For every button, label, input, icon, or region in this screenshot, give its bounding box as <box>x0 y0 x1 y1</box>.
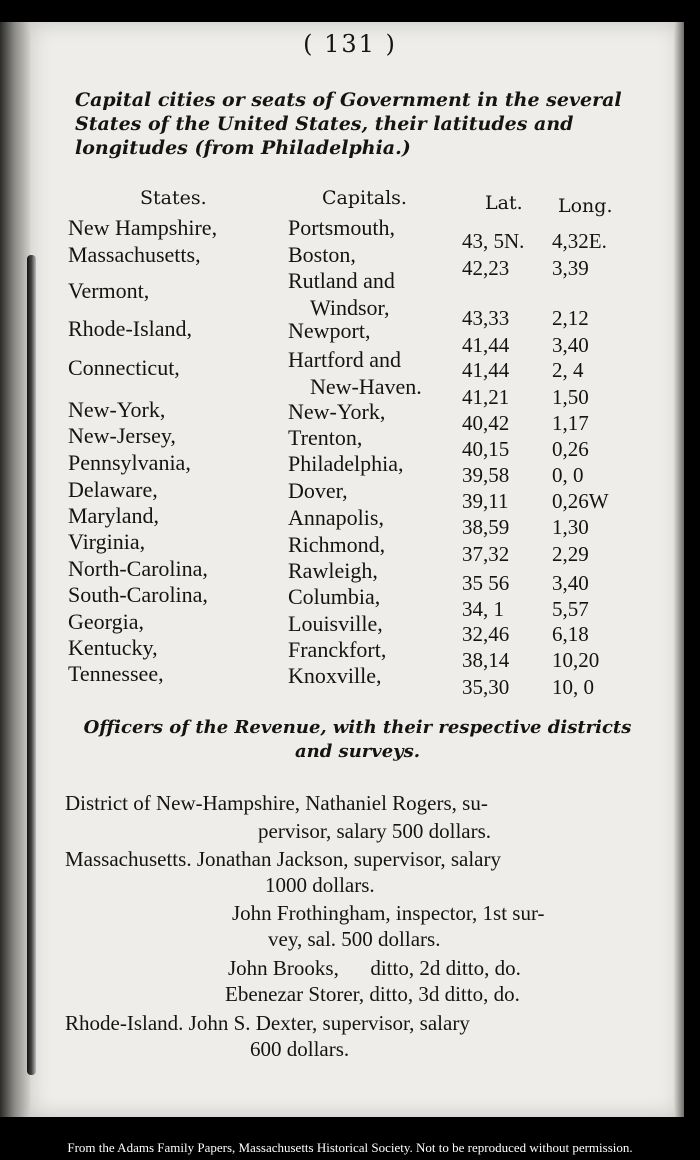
footer-credit: From the Adams Family Papers, Massachusetts Historical Society. Not to be reproduced without permission. <box>67 1140 633 1155</box>
table-cell-state: Massachusetts, <box>68 242 201 267</box>
table-cell-capital: Rawleigh, <box>288 558 378 583</box>
table-cell-long: 0,26 <box>552 437 589 461</box>
revenue-text-line: 600 dollars. <box>250 1037 350 1061</box>
revenue-text-line: pervisor, salary 500 dollars. <box>258 819 492 843</box>
table-cell-lat: 40,42 <box>462 411 510 435</box>
table-cell-long: 0,26W <box>552 489 609 513</box>
table-cell-state: Virginia, <box>68 529 146 554</box>
table-cell-lat: 43,33 <box>462 306 510 330</box>
table-cell-state: Georgia, <box>68 609 144 634</box>
table-cell-lat: 39,58 <box>462 463 510 487</box>
table-cell-capital: Columbia, <box>288 584 381 609</box>
revenue-text-line: District of New-Hampshire, Nathaniel Rogers, su- <box>65 791 488 815</box>
table-cell-capital: Richmond, <box>288 532 386 557</box>
table-cell-state: North-Carolina, <box>68 556 208 581</box>
table-cell-state: Maryland, <box>68 503 160 528</box>
revenue-text-line: Massachusetts. Jonathan Jackson, supervisor, salary <box>65 847 501 871</box>
column-header-states: States. <box>140 187 207 209</box>
revenue-text-line: John Brooks, ditto, 2d ditto, do. <box>228 956 521 980</box>
revenue-text-line: 1000 dollars. <box>265 873 375 897</box>
table-cell-long: 4,32E. <box>552 229 607 253</box>
table-cell-capital: Knoxville, <box>288 663 382 688</box>
table-cell-lat: 38,59 <box>462 515 510 539</box>
table-cell-lat: 42,23 <box>462 256 510 280</box>
table-cell-capital: Philadelphia, <box>288 451 404 476</box>
table-cell-state: New-Jersey, <box>68 423 176 448</box>
column-header-long: Long. <box>558 195 613 217</box>
table-cell-lat: 37,32 <box>462 542 510 566</box>
table-cell-lat: 35 56 <box>462 571 510 595</box>
table-cell-long: 6,18 <box>552 622 589 646</box>
column-header-capitals: Capitals. <box>322 187 407 209</box>
table-cell-state: New-York, <box>68 397 166 422</box>
table-cell-lat: 38,14 <box>462 648 510 672</box>
table-cell-lat: 41,21 <box>462 385 510 409</box>
table-cell-lat: 35,30 <box>462 675 510 699</box>
table-cell-long: 1,17 <box>552 411 589 435</box>
page-number: ( 131 ) <box>303 30 397 58</box>
table-cell-capital: New-Haven. <box>310 374 422 399</box>
table-cell-state: South-Carolina, <box>68 582 208 607</box>
table-cell-long: 3,40 <box>552 333 589 357</box>
table-cell-capital: Boston, <box>288 242 356 267</box>
table-cell-lat: 34, 1 <box>462 597 504 621</box>
table-cell-capital: Franckfort, <box>288 637 387 662</box>
table-cell-lat: 41,44 <box>462 333 510 357</box>
table-cell-long: 0, 0 <box>552 463 584 487</box>
section-title-revenue: Officers of the Revenue, with their respective districts and surveys. <box>83 717 632 762</box>
table-cell-long: 5,57 <box>552 597 589 621</box>
table-cell-long: 3,40 <box>552 571 589 595</box>
table-cell-lat: 41,44 <box>462 358 510 382</box>
table-cell-lat: 43, 5N. <box>462 229 525 253</box>
table-cell-long: 10, 0 <box>552 675 594 699</box>
table-cell-state: Rhode-Island, <box>68 316 193 341</box>
revenue-text-line: Rhode-Island. John S. Dexter, supervisor, salary <box>65 1011 470 1035</box>
table-cell-state: Connecticut, <box>68 355 180 380</box>
page-right-edge <box>674 22 684 1117</box>
binding-fold <box>27 255 36 1075</box>
table-cell-long: 2,12 <box>552 306 589 330</box>
revenue-text-line: John Frothingham, inspector, 1st sur- <box>232 901 545 925</box>
section-title-capitals: Capital cities or seats of Government in the several States of the United States, their latitudes and longitudes (from Philadelphia.) <box>75 89 622 159</box>
table-cell-capital: Annapolis, <box>288 505 384 530</box>
table-cell-capital: Hartford and <box>288 347 402 372</box>
table-cell-long: 1,30 <box>552 515 589 539</box>
table-cell-state: Vermont, <box>68 278 150 303</box>
table-cell-capital: Louisville, <box>288 611 383 636</box>
table-cell-capital: Newport, <box>288 318 371 343</box>
revenue-text-line: vey, sal. 500 dollars. <box>268 927 441 951</box>
column-header-lat: Lat. <box>485 192 523 214</box>
table-cell-capital: Trenton, <box>288 425 363 450</box>
table-cell-capital: Portsmouth, <box>288 215 395 240</box>
table-cell-state: New Hampshire, <box>68 215 218 240</box>
table-cell-state: Tennessee, <box>68 661 164 686</box>
revenue-text-line: Ebenezar Storer, ditto, 3d ditto, do. <box>225 982 520 1006</box>
table-cell-long: 2, 4 <box>552 358 584 382</box>
table-cell-long: 10,20 <box>552 648 600 672</box>
table-cell-lat: 32,46 <box>462 622 510 646</box>
table-cell-long: 1,50 <box>552 385 589 409</box>
table-cell-state: Delaware, <box>68 477 158 502</box>
table-cell-capital: Dover, <box>288 478 348 503</box>
table-cell-capital: New-York, <box>288 399 386 424</box>
table-cell-state: Pennsylvania, <box>68 450 191 475</box>
table-cell-long: 2,29 <box>552 542 589 566</box>
table-cell-capital: Rutland and <box>288 268 395 293</box>
table-cell-lat: 39,11 <box>462 489 509 513</box>
table-cell-state: Kentucky, <box>68 635 158 660</box>
table-cell-capital: Windsor, <box>310 295 390 320</box>
table-cell-lat: 40,15 <box>462 437 510 461</box>
table-cell-long: 3,39 <box>552 256 589 280</box>
